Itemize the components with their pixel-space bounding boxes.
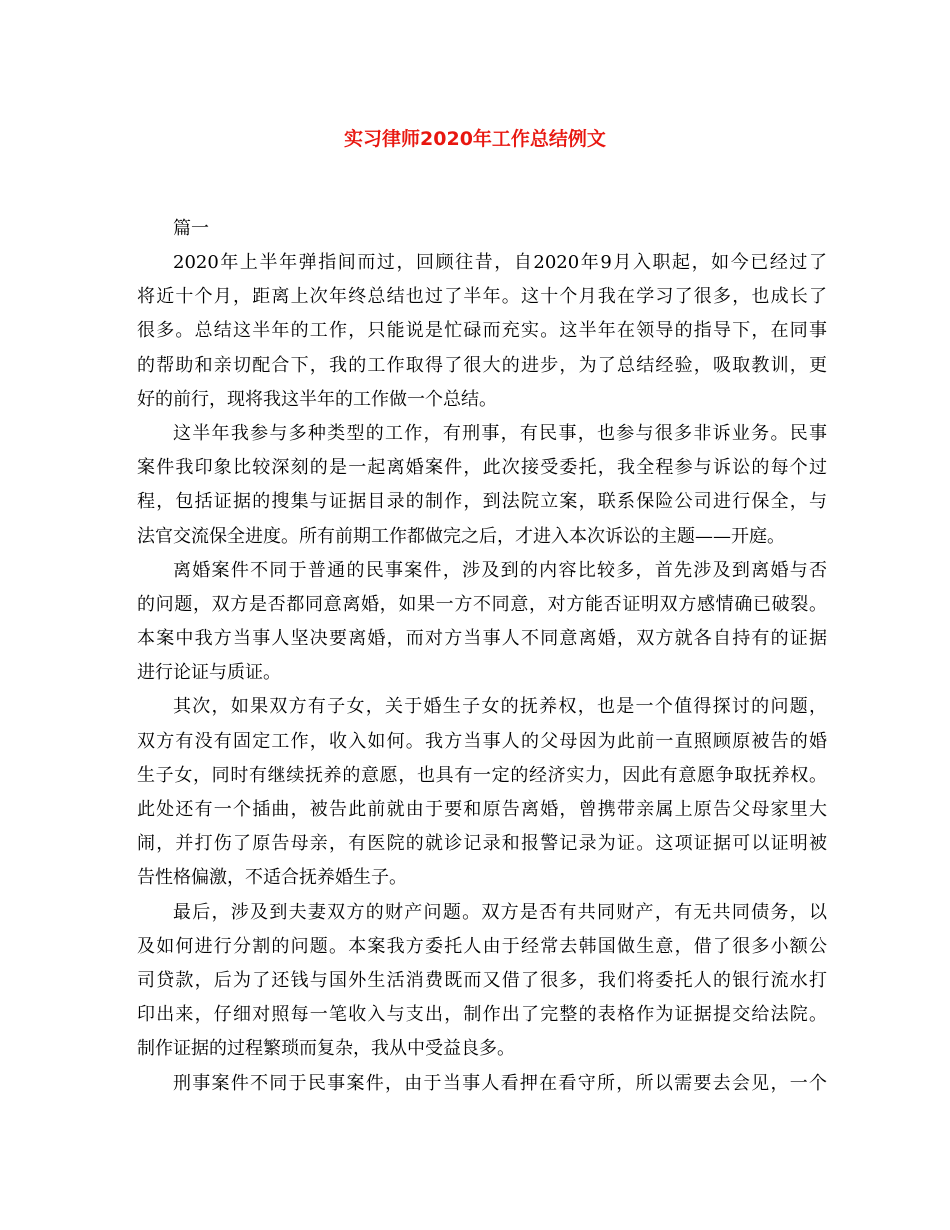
- paragraph-line: 双方有没有固定工作，收入如何。我方当事人的父母因为此前一直照顾原被告的婚: [137, 730, 827, 752]
- paragraph: [137, 896, 827, 1067]
- paragraph-line: 闹，并打伤了原告母亲，有医院的就诊记录和报警记录为证。这项证据可以证明被: [137, 833, 827, 855]
- paragraph-line: 离婚案件不同于普通的民事案件，涉及到的内容比较多，首先涉及到离婚与否: [173, 559, 827, 581]
- paragraph: [137, 690, 827, 895]
- paragraph-line: 生子女，同时有继续抚养的意愿，也具有一定的经济实力，因此有意愿争取抚养权。: [137, 764, 827, 786]
- paragraph-line: 进行论证与质证。: [137, 662, 281, 684]
- section-label: 篇一: [173, 218, 209, 239]
- document-body: [137, 212, 827, 1101]
- paragraph-line: 很多。总结这半年的工作，只能说是忙碌而充实。这半年在领导的指导下，在同事: [137, 320, 827, 342]
- paragraph-line: 2020年上半年弹指间而过，回顾往昔，自2020年9月入职起，如今已经过了: [173, 252, 827, 273]
- paragraph-line: 告性格偏激，不适合抚养婚生子。: [137, 867, 407, 889]
- paragraph-line: 司贷款，后为了还钱与国外生活消费既而又借了很多，我们将委托人的银行流水打: [137, 969, 827, 991]
- paragraph-line: 此处还有一个插曲，被告此前就由于要和原告离婚，曾携带亲属上原告父母家里大: [137, 799, 827, 820]
- paragraph-line: 好的前行，现将我这半年的工作做一个总结。: [137, 388, 497, 410]
- paragraph-line: 及如何进行分割的问题。本案我方委托人由于经常去韩国做生意，借了很多小额公: [137, 935, 827, 957]
- paragraph-line: 的问题，双方是否都同意离婚，如果一方不同意，对方能否证明双方感情确已破裂。: [137, 593, 827, 615]
- document-title: 实习律师2020年工作总结例文: [344, 128, 606, 150]
- paragraph-line: 其次，如果双方有子女，关于婚生子女的抚养权，也是一个值得探讨的问题，: [173, 696, 827, 718]
- paragraph-line: 将近十个月，距离上次年终总结也过了半年。这十个月我在学习了很多，也成长了: [137, 286, 827, 308]
- paragraph-line: 法官交流保全进度。所有前期工作都做完之后，才进入本次诉讼的主题——开庭。: [137, 525, 785, 547]
- paragraph: [137, 417, 827, 554]
- paragraph-line: 印出来，仔细对照每一笔收入与支出，制作出了完整的表格作为证据提交给法院。: [137, 1004, 827, 1026]
- paragraph: [137, 246, 827, 417]
- paragraph-line: 程，包括证据的搜集与证据目录的制作，到法院立案，联系保险公司进行保全，与: [137, 491, 827, 513]
- paragraph: [137, 1067, 827, 1101]
- paragraph-line: 的帮助和亲切配合下，我的工作取得了很大的进步，为了总结经验，吸取教训，更: [137, 354, 827, 376]
- paragraph-line: 刑事案件不同于民事案件，由于当事人看押在看守所，所以需要去会见，一个: [173, 1072, 827, 1094]
- paragraph-line: 本案中我方当事人坚决要离婚，而对方当事人不同意离婚，双方就各自持有的证据: [137, 628, 827, 650]
- paragraph-line: 最后，涉及到夫妻双方的财产问题。双方是否有共同财产，有无共同债务，以: [173, 901, 827, 923]
- paragraph: [137, 554, 827, 691]
- paragraph-line: 案件我印象比较深刻的是一起离婚案件，此次接受委托，我全程参与诉讼的每个过: [137, 457, 827, 479]
- paragraph-line: 这半年我参与多种类型的工作，有刑事，有民事，也参与很多非诉业务。民事: [173, 422, 827, 444]
- paragraph-line: 制作证据的过程繁琐而复杂，我从中受益良多。: [137, 1038, 515, 1060]
- paragraph-list: [137, 246, 827, 1101]
